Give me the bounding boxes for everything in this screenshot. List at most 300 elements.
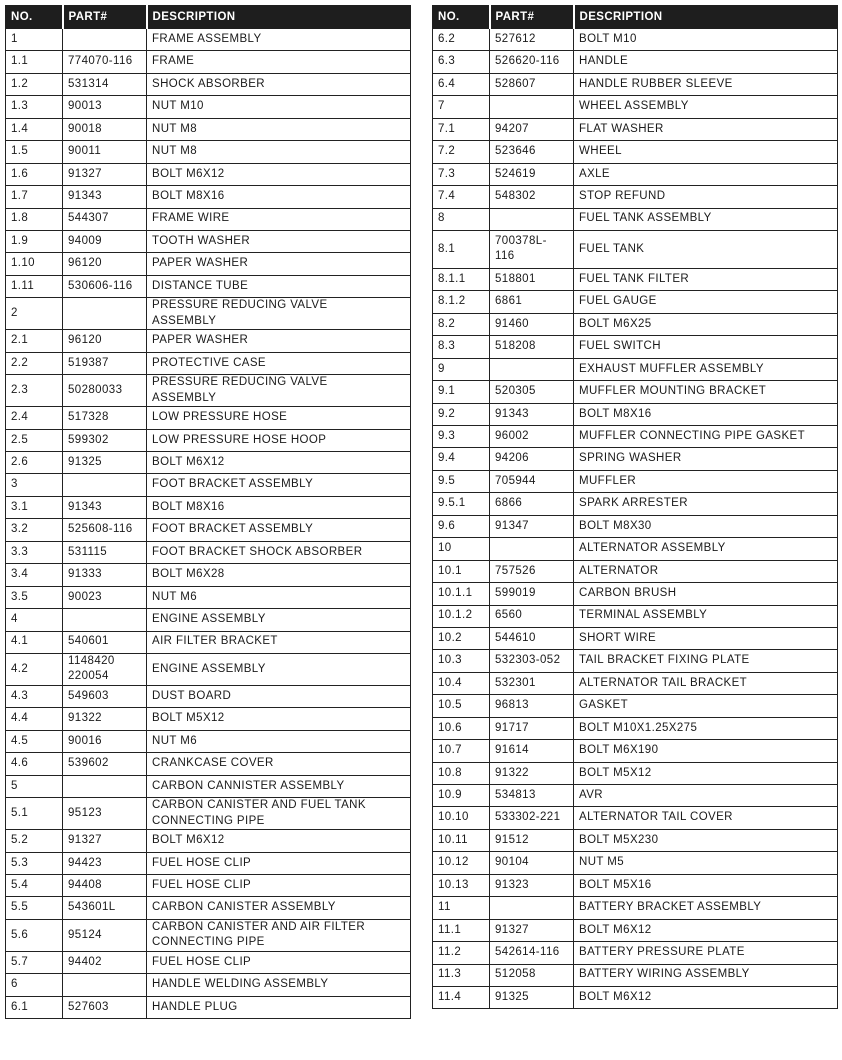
- cell-part: 91717: [490, 717, 574, 739]
- table-row: [433, 268, 838, 290]
- cell-no: 3.5: [6, 586, 63, 608]
- table-row: [433, 695, 838, 717]
- cell-part: 540601: [63, 631, 147, 653]
- table-row: [6, 352, 411, 374]
- cell-no: 1.3: [6, 96, 63, 118]
- cell-description: NUT M10: [147, 96, 411, 118]
- cell-description: CARBON CANNISTER ASSEMBLY: [147, 775, 411, 797]
- cell-part: 95124: [63, 919, 147, 951]
- cell-part: 50280033: [63, 375, 147, 407]
- cell-no: 10.1: [433, 560, 490, 582]
- table-row: [6, 775, 411, 797]
- cell-no: 5.6: [6, 919, 63, 951]
- table-row: [6, 230, 411, 252]
- cell-part: 94402: [63, 951, 147, 973]
- cell-part: 528607: [490, 73, 574, 95]
- cell-description: SHORT WIRE: [574, 627, 838, 649]
- cell-part: [490, 96, 574, 118]
- cell-no: 5.1: [6, 798, 63, 830]
- table-row: [433, 538, 838, 560]
- cell-part: 90016: [63, 730, 147, 752]
- cell-description: BOLT M8X16: [147, 496, 411, 518]
- cell-no: 10.5: [433, 695, 490, 717]
- table-row: [433, 73, 838, 95]
- cell-part: 91512: [490, 829, 574, 851]
- cell-description: BOLT M6X12: [574, 986, 838, 1008]
- cell-description: NUT M8: [147, 141, 411, 163]
- cell-part: 534813: [490, 785, 574, 807]
- cell-no: 4.4: [6, 708, 63, 730]
- cell-part: 599019: [490, 583, 574, 605]
- table-row: [6, 653, 411, 685]
- cell-description: TERMINAL ASSEMBLY: [574, 605, 838, 627]
- cell-description: FUEL HOSE CLIP: [147, 875, 411, 897]
- cell-part: 700378L- 116: [490, 230, 574, 268]
- cell-description: BOLT M8X30: [574, 515, 838, 537]
- cell-no: 10.10: [433, 807, 490, 829]
- cell-no: 10.6: [433, 717, 490, 739]
- cell-no: 2.6: [6, 452, 63, 474]
- table-row: [433, 852, 838, 874]
- cell-no: 6.2: [433, 29, 490, 51]
- cell-description: BOLT M6X28: [147, 564, 411, 586]
- cell-part: 94009: [63, 230, 147, 252]
- cell-part: 532301: [490, 672, 574, 694]
- cell-description: SHOCK ABSORBER: [147, 73, 411, 95]
- cell-description: BOLT M8X16: [147, 186, 411, 208]
- table-row: [6, 897, 411, 919]
- table-row: [433, 605, 838, 627]
- table-row: [6, 875, 411, 897]
- cell-description: BATTERY WIRING ASSEMBLY: [574, 964, 838, 986]
- cell-part: 512058: [490, 964, 574, 986]
- table-row: [6, 798, 411, 830]
- cell-part: 544307: [63, 208, 147, 230]
- cell-part: 599302: [63, 429, 147, 451]
- cell-no: 4: [6, 609, 63, 631]
- cell-part: 543601L: [63, 897, 147, 919]
- cell-description: FLAT WASHER: [574, 118, 838, 140]
- table-row: [433, 163, 838, 185]
- cell-description: FUEL TANK FILTER: [574, 268, 838, 290]
- cell-part: 91323: [490, 874, 574, 896]
- cell-no: 10.1.2: [433, 605, 490, 627]
- table-row: [433, 942, 838, 964]
- cell-no: 4.6: [6, 753, 63, 775]
- cell-no: 9.3: [433, 426, 490, 448]
- table-row: [6, 73, 411, 95]
- parts-table-right: [432, 5, 838, 1009]
- cell-part: 517328: [63, 407, 147, 429]
- cell-description: SPRING WASHER: [574, 448, 838, 470]
- cell-description: WHEEL: [574, 141, 838, 163]
- table-row: [433, 627, 838, 649]
- cell-no: 9.2: [433, 403, 490, 425]
- cell-no: 2.5: [6, 429, 63, 451]
- cell-description: FOOT BRACKET ASSEMBLY: [147, 519, 411, 541]
- table-row: [433, 897, 838, 919]
- table-row: [433, 493, 838, 515]
- cell-description: BOLT M6X25: [574, 313, 838, 335]
- table-row: [433, 964, 838, 986]
- cell-description: LOW PRESSURE HOSE HOOP: [147, 429, 411, 451]
- cell-description: HANDLE PLUG: [147, 996, 411, 1018]
- table-row: [433, 672, 838, 694]
- cell-part: 530606-116: [63, 275, 147, 297]
- cell-no: 8.1: [433, 230, 490, 268]
- cell-no: 2.4: [6, 407, 63, 429]
- table-row: [6, 730, 411, 752]
- cell-description: HANDLE WELDING ASSEMBLY: [147, 974, 411, 996]
- cell-part: 533302-221: [490, 807, 574, 829]
- cell-part: [490, 897, 574, 919]
- cell-description: AIR FILTER BRACKET: [147, 631, 411, 653]
- cell-part: 94206: [490, 448, 574, 470]
- table-row: [433, 96, 838, 118]
- cell-no: 10.13: [433, 874, 490, 896]
- cell-part: 96120: [63, 253, 147, 275]
- cell-description: PROTECTIVE CASE: [147, 352, 411, 374]
- table-row: [6, 407, 411, 429]
- cell-part: 90011: [63, 141, 147, 163]
- cell-description: NUT M8: [147, 118, 411, 140]
- cell-description: STOP REFUND: [574, 186, 838, 208]
- cell-part: 526620-116: [490, 51, 574, 73]
- cell-no: 10.3: [433, 650, 490, 672]
- cell-part: 548302: [490, 186, 574, 208]
- cell-description: ALTERNATOR TAIL COVER: [574, 807, 838, 829]
- table-row: [433, 650, 838, 672]
- cell-no: 3.1: [6, 496, 63, 518]
- table-row: [6, 141, 411, 163]
- table-row: [6, 753, 411, 775]
- cell-description: HANDLE RUBBER SLEEVE: [574, 73, 838, 95]
- table-row: [433, 51, 838, 73]
- cell-description: FUEL TANK ASSEMBLY: [574, 208, 838, 230]
- cell-no: 9.1: [433, 381, 490, 403]
- cell-description: CARBON BRUSH: [574, 583, 838, 605]
- cell-description: CARBON CANISTER AND FUEL TANK CONNECTING PIPE: [147, 798, 411, 830]
- table-row: [433, 118, 838, 140]
- cell-description: BOLT M6X12: [147, 830, 411, 852]
- table-header: [433, 6, 838, 29]
- cell-description: ALTERNATOR: [574, 560, 838, 582]
- cell-no: 5.7: [6, 951, 63, 973]
- cell-part: 705944: [490, 470, 574, 492]
- cell-part: 757526: [490, 560, 574, 582]
- cell-description: HANDLE: [574, 51, 838, 73]
- cell-part: [63, 609, 147, 631]
- cell-part: 525608-116: [63, 519, 147, 541]
- cell-description: ENGINE ASSEMBLY: [147, 653, 411, 685]
- cell-no: 1.11: [6, 275, 63, 297]
- cell-part: 531314: [63, 73, 147, 95]
- cell-no: 1.4: [6, 118, 63, 140]
- cell-part: 91322: [490, 762, 574, 784]
- cell-description: DISTANCE TUBE: [147, 275, 411, 297]
- cell-description: BOLT M6X12: [574, 919, 838, 941]
- table-row: [6, 375, 411, 407]
- cell-part: 520305: [490, 381, 574, 403]
- header-part: PART#: [63, 6, 147, 29]
- cell-part: 527603: [63, 996, 147, 1018]
- cell-no: 6: [6, 974, 63, 996]
- cell-part: 96002: [490, 426, 574, 448]
- cell-part: 91343: [63, 496, 147, 518]
- table-row: [6, 919, 411, 951]
- table-row: [433, 141, 838, 163]
- cell-part: 91343: [63, 186, 147, 208]
- cell-no: 9.6: [433, 515, 490, 537]
- cell-part: 531115: [63, 541, 147, 563]
- cell-no: 1.9: [6, 230, 63, 252]
- cell-description: FUEL HOSE CLIP: [147, 852, 411, 874]
- table-row: [433, 986, 838, 1008]
- cell-no: 10.11: [433, 829, 490, 851]
- table-row: [6, 951, 411, 973]
- cell-description: WHEEL ASSEMBLY: [574, 96, 838, 118]
- cell-description: EXHAUST MUFFLER ASSEMBLY: [574, 358, 838, 380]
- cell-part: 90018: [63, 118, 147, 140]
- cell-no: 7.1: [433, 118, 490, 140]
- table-row: [433, 583, 838, 605]
- cell-part: 6861: [490, 291, 574, 313]
- header-part: PART#: [490, 6, 574, 29]
- cell-description: ALTERNATOR ASSEMBLY: [574, 538, 838, 560]
- cell-description: CARBON CANISTER ASSEMBLY: [147, 897, 411, 919]
- table-row: [6, 96, 411, 118]
- table-row: [433, 829, 838, 851]
- cell-part: 91333: [63, 564, 147, 586]
- cell-description: LOW PRESSURE HOSE: [147, 407, 411, 429]
- cell-part: 527612: [490, 29, 574, 51]
- cell-no: 5.4: [6, 875, 63, 897]
- table-row: [433, 208, 838, 230]
- table-row: [433, 29, 838, 51]
- table-row: [433, 762, 838, 784]
- cell-part: 91327: [490, 919, 574, 941]
- cell-description: FRAME: [147, 51, 411, 73]
- cell-part: 94207: [490, 118, 574, 140]
- cell-part: [490, 538, 574, 560]
- cell-no: 5.2: [6, 830, 63, 852]
- cell-no: 8.1.1: [433, 268, 490, 290]
- cell-no: 3.4: [6, 564, 63, 586]
- cell-no: 3: [6, 474, 63, 496]
- cell-no: 4.3: [6, 685, 63, 707]
- cell-description: MUFFLER MOUNTING BRACKET: [574, 381, 838, 403]
- table-row: [6, 996, 411, 1018]
- header-description: DESCRIPTION: [147, 6, 411, 29]
- cell-no: 9.5: [433, 470, 490, 492]
- cell-no: 4.2: [6, 653, 63, 685]
- cell-no: 2.1: [6, 330, 63, 352]
- table-row: [433, 186, 838, 208]
- cell-part: 524619: [490, 163, 574, 185]
- cell-no: 10.9: [433, 785, 490, 807]
- table-row: [6, 29, 411, 51]
- cell-description: BOLT M6X190: [574, 740, 838, 762]
- cell-description: BATTERY PRESSURE PLATE: [574, 942, 838, 964]
- table-row: [433, 230, 838, 268]
- cell-no: 11.2: [433, 942, 490, 964]
- cell-description: GASKET: [574, 695, 838, 717]
- cell-no: 6.3: [433, 51, 490, 73]
- table-row: [6, 708, 411, 730]
- table-row: [433, 358, 838, 380]
- cell-no: 6.4: [433, 73, 490, 95]
- cell-description: MUFFLER: [574, 470, 838, 492]
- cell-no: 9: [433, 358, 490, 380]
- table-row: [6, 208, 411, 230]
- table-row: [6, 474, 411, 496]
- header-no: NO.: [6, 6, 63, 29]
- cell-no: 2.3: [6, 375, 63, 407]
- cell-part: 518801: [490, 268, 574, 290]
- cell-description: AVR: [574, 785, 838, 807]
- cell-part: 532303-052: [490, 650, 574, 672]
- cell-description: BOLT M6X12: [147, 163, 411, 185]
- table-row: [6, 452, 411, 474]
- cell-description: SPARK ARRESTER: [574, 493, 838, 515]
- cell-no: 11.3: [433, 964, 490, 986]
- cell-description: FUEL SWITCH: [574, 336, 838, 358]
- cell-part: 90104: [490, 852, 574, 874]
- table-row: [6, 974, 411, 996]
- cell-description: FOOT BRACKET ASSEMBLY: [147, 474, 411, 496]
- cell-part: [63, 974, 147, 996]
- cell-no: 11.1: [433, 919, 490, 941]
- table-row: [433, 560, 838, 582]
- cell-no: 1.6: [6, 163, 63, 185]
- table-row: [433, 807, 838, 829]
- cell-no: 8.2: [433, 313, 490, 335]
- table-row: [433, 313, 838, 335]
- cell-no: 6.1: [6, 996, 63, 1018]
- header-description: DESCRIPTION: [574, 6, 838, 29]
- cell-description: PAPER WASHER: [147, 253, 411, 275]
- table-row: [6, 496, 411, 518]
- cell-no: 2.2: [6, 352, 63, 374]
- cell-part: 94423: [63, 852, 147, 874]
- cell-part: 542614-116: [490, 942, 574, 964]
- table-row: [433, 919, 838, 941]
- cell-no: 8: [433, 208, 490, 230]
- table-row: [433, 717, 838, 739]
- cell-part: 91325: [63, 452, 147, 474]
- cell-description: BOLT M10X1.25X275: [574, 717, 838, 739]
- cell-description: BOLT M5X12: [147, 708, 411, 730]
- table-row: [6, 564, 411, 586]
- cell-description: FRAME ASSEMBLY: [147, 29, 411, 51]
- cell-description: ALTERNATOR TAIL BRACKET: [574, 672, 838, 694]
- cell-no: 4.1: [6, 631, 63, 653]
- cell-part: 6866: [490, 493, 574, 515]
- cell-no: 9.4: [433, 448, 490, 470]
- cell-part: 774070-116: [63, 51, 147, 73]
- cell-no: 2: [6, 298, 63, 330]
- cell-part: 91327: [63, 830, 147, 852]
- cell-description: NUT M5: [574, 852, 838, 874]
- cell-description: BOLT M5X16: [574, 874, 838, 896]
- cell-description: TOOTH WASHER: [147, 230, 411, 252]
- cell-no: 10: [433, 538, 490, 560]
- cell-part: 519387: [63, 352, 147, 374]
- cell-description: CARBON CANISTER AND AIR FILTER CONNECTING PIPE: [147, 919, 411, 951]
- cell-part: 544610: [490, 627, 574, 649]
- cell-part: 94408: [63, 875, 147, 897]
- cell-no: 7.3: [433, 163, 490, 185]
- cell-description: MUFFLER CONNECTING PIPE GASKET: [574, 426, 838, 448]
- table-row: [433, 291, 838, 313]
- cell-no: 10.12: [433, 852, 490, 874]
- cell-description: PRESSURE REDUCING VALVE ASSEMBLY: [147, 375, 411, 407]
- table-row: [6, 163, 411, 185]
- table-row: [6, 51, 411, 73]
- cell-part: 91327: [63, 163, 147, 185]
- cell-part: 523646: [490, 141, 574, 163]
- cell-part: 539602: [63, 753, 147, 775]
- cell-no: 1.5: [6, 141, 63, 163]
- cell-no: 1: [6, 29, 63, 51]
- table-row: [433, 403, 838, 425]
- table-row: [433, 448, 838, 470]
- cell-no: 7.2: [433, 141, 490, 163]
- cell-part: 96813: [490, 695, 574, 717]
- table-row: [6, 275, 411, 297]
- cell-part: 96120: [63, 330, 147, 352]
- cell-no: 11: [433, 897, 490, 919]
- cell-description: FUEL TANK: [574, 230, 838, 268]
- cell-no: 1.7: [6, 186, 63, 208]
- cell-no: 10.2: [433, 627, 490, 649]
- cell-part: [63, 29, 147, 51]
- cell-description: PRESSURE REDUCING VALVE ASSEMBLY: [147, 298, 411, 330]
- cell-no: 7: [433, 96, 490, 118]
- cell-part: 518208: [490, 336, 574, 358]
- cell-part: 91460: [490, 313, 574, 335]
- cell-no: 10.8: [433, 762, 490, 784]
- cell-part: [490, 358, 574, 380]
- cell-no: 1.1: [6, 51, 63, 73]
- cell-no: 5.5: [6, 897, 63, 919]
- cell-part: 6560: [490, 605, 574, 627]
- cell-part: [63, 474, 147, 496]
- table-row: [6, 852, 411, 874]
- cell-description: ENGINE ASSEMBLY: [147, 609, 411, 631]
- cell-description: BOLT M8X16: [574, 403, 838, 425]
- table-row: [433, 336, 838, 358]
- table-row: [433, 740, 838, 762]
- cell-part: 91325: [490, 986, 574, 1008]
- table-row: [6, 609, 411, 631]
- cell-no: 1.10: [6, 253, 63, 275]
- cell-description: TAIL BRACKET FIXING PLATE: [574, 650, 838, 672]
- cell-description: FUEL HOSE CLIP: [147, 951, 411, 973]
- cell-description: PAPER WASHER: [147, 330, 411, 352]
- cell-part: 1148420 220054: [63, 653, 147, 685]
- table-row: [6, 631, 411, 653]
- cell-description: BOLT M5X230: [574, 829, 838, 851]
- cell-no: 9.5.1: [433, 493, 490, 515]
- table-row: [433, 470, 838, 492]
- cell-description: FRAME WIRE: [147, 208, 411, 230]
- table-row: [433, 381, 838, 403]
- table-header: [6, 6, 411, 29]
- cell-description: NUT M6: [147, 586, 411, 608]
- cell-description: NUT M6: [147, 730, 411, 752]
- table-row: [6, 541, 411, 563]
